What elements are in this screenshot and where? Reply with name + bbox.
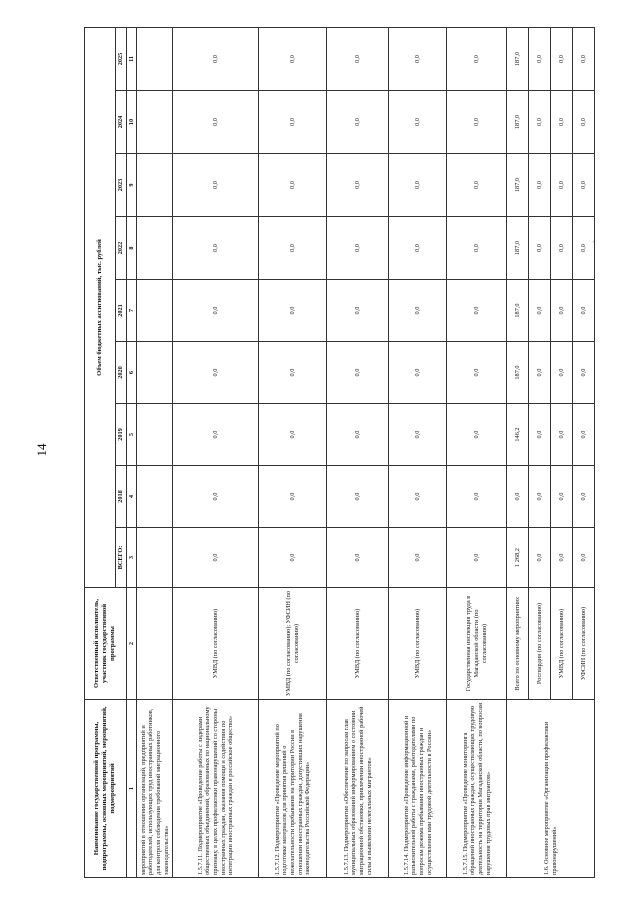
row-name: мероприятий в отношении организаций, предприятий и работодателей, использующих труд иностранных работников, для контроля соблюдения требований миграционного законодательства» — [137, 700, 173, 878]
subrow-value: 187,0 — [507, 91, 529, 154]
row-value — [137, 217, 173, 280]
table-row — [173, 28, 259, 878]
subrow-value: 0,0 — [529, 28, 551, 91]
subrow-value: 187,0 — [507, 154, 529, 217]
subrow-value: 0,0 — [573, 280, 595, 342]
row-name: 1.5.7.14. Подмероприятие «Проведение информационной и разъяснительной работы с гражданами, работодателями по вопросам режима пребывания иностранных граждан и осуществления ими трудовой деятельности в России» — [389, 700, 447, 878]
subrow-value: 187,0 — [507, 342, 529, 404]
group-name: 1.6. Основное мероприятие «Организация профилактики правонарушений» — [507, 700, 595, 878]
row-value: 0,0 — [447, 91, 507, 154]
subrow-value: 0,0 — [573, 91, 595, 154]
row-value — [137, 28, 173, 91]
row-value: 0,0 — [447, 466, 507, 528]
row-name: 1.5.7.11. Подмероприятие «Проведение работы с лидерами общественных объединений, образованных по национальному признаку, в целях профилактики правонарушений со стороны иностранных граждан, оказания помощи и содействия по интеграции иностранных граждан в российское общество» — [173, 700, 259, 878]
row-value: 0,0 — [173, 280, 259, 342]
table-row — [389, 28, 447, 878]
row-value: 0,0 — [389, 154, 447, 217]
row-value: 0,0 — [327, 404, 389, 466]
subrow-value: 0,0 — [529, 280, 551, 342]
subrow-value: 0,0 — [529, 91, 551, 154]
subrow-value: 146,2 — [507, 404, 529, 466]
header-year: 2023 — [116, 154, 127, 217]
row-value: 0,0 — [259, 154, 327, 217]
row-value: 0,0 — [173, 154, 259, 217]
row-name: 1.5.7.15. Подмероприятие «Проведение мониторинга обращений иностранных граждан, осуществляющих трудовую деятельность на территории Магаданской области, по вопросам нарушения трудовых прав мигрантов» — [447, 700, 507, 878]
subrow-executor: УМВД (по согласованию) — [551, 588, 573, 700]
row-value: 0,0 — [327, 466, 389, 528]
row-value: 0,0 — [173, 217, 259, 280]
row-total: 0,0 — [327, 528, 389, 588]
header-year: 2020 — [116, 342, 127, 404]
col-number: 1 — [126, 700, 137, 878]
row-value: 0,0 — [173, 342, 259, 404]
row-executor: УМВД (по согласованию) — [389, 588, 447, 700]
col-number: 11 — [126, 28, 137, 91]
row-value: 0,0 — [447, 342, 507, 404]
header-total: ВСЕГО: — [116, 528, 127, 588]
subrow-value: 0,0 — [573, 404, 595, 466]
subrow-value: 0,0 — [529, 466, 551, 528]
row-value: 0,0 — [389, 404, 447, 466]
row-value: 0,0 — [259, 217, 327, 280]
subrow-value: 0,0 — [573, 28, 595, 91]
subrow-total: 0,0 — [529, 528, 551, 588]
rotated-document — [84, 28, 588, 878]
table-row — [327, 28, 389, 878]
subrow-value: 0,0 — [529, 342, 551, 404]
subrow-value: 0,0 — [529, 217, 551, 280]
scan-speck: · — [592, 238, 595, 247]
row-total — [137, 528, 173, 588]
subrow-value: 0,0 — [551, 466, 573, 528]
subrow-value: 0,0 — [573, 154, 595, 217]
row-executor: УМВД (по согласованию) — [327, 588, 389, 700]
row-value: 0,0 — [259, 342, 327, 404]
col-number: 10 — [126, 91, 137, 154]
row-value: 0,0 — [447, 217, 507, 280]
row-value: 0,0 — [389, 217, 447, 280]
row-name: 1.5.7.12. Подмероприятие «Проведение мероприятий по подготовке материалов для принятия решений о нежелательности пребывания на территории России в отношении иностранных граждан, допустивших нарушения законодательства Российской Федерации» — [259, 700, 327, 878]
row-value: 0,0 — [447, 28, 507, 91]
col-number: 8 — [126, 217, 137, 280]
header-year: 2018 — [116, 466, 127, 528]
row-value: 0,0 — [327, 91, 389, 154]
table-row — [259, 28, 327, 878]
row-executor — [137, 588, 173, 700]
row-name: 1.5.7.13. Подмероприятие «Обеспечение по запросам глав муниципальных образований информированием о состоянии миграционной обстановки, привлечении иностранной рабочей силы и выявлении нелегальных мигрантов» — [327, 700, 389, 878]
subrow-value: 0,0 — [551, 280, 573, 342]
table-row — [447, 28, 507, 878]
row-value — [137, 342, 173, 404]
row-value: 0,0 — [447, 154, 507, 217]
header-executor: Ответственный исполнитель, участник государственной программы — [85, 588, 127, 700]
subrow-total: 1 268,2 — [507, 528, 529, 588]
subrow-value: 0,0 — [573, 217, 595, 280]
subrow-value: 0,0 — [551, 91, 573, 154]
row-value: 0,0 — [259, 466, 327, 528]
subrow-value: 0,0 — [551, 217, 573, 280]
subrow-total: 0,0 — [573, 528, 595, 588]
row-value: 0,0 — [447, 404, 507, 466]
row-value: 0,0 — [173, 466, 259, 528]
row-value — [137, 466, 173, 528]
subrow-executor: УФСИН (по согласованию) — [573, 588, 595, 700]
row-value: 0,0 — [259, 404, 327, 466]
col-number: 4 — [126, 466, 137, 528]
group-subrow — [507, 28, 529, 878]
row-value: 0,0 — [173, 91, 259, 154]
header-budget: Объем бюджетных ассигнований, тыс. рублей — [85, 28, 116, 588]
subrow-value: 0,0 — [573, 342, 595, 404]
row-total: 0,0 — [389, 528, 447, 588]
row-value: 0,0 — [327, 280, 389, 342]
col-number: 2 — [126, 588, 137, 700]
subrow-total: 0,0 — [551, 528, 573, 588]
row-value: 0,0 — [389, 466, 447, 528]
subrow-value: 0,0 — [551, 154, 573, 217]
header-year: 2019 — [116, 404, 127, 466]
col-number: 3 — [126, 528, 137, 588]
row-value — [137, 154, 173, 217]
row-value: 0,0 — [327, 217, 389, 280]
row-total: 0,0 — [447, 528, 507, 588]
subrow-executor: Росгвардия (по согласованию) — [529, 588, 551, 700]
row-value: 0,0 — [389, 28, 447, 91]
row-value: 0,0 — [389, 280, 447, 342]
col-number: 5 — [126, 404, 137, 466]
header-year: 2025 — [116, 28, 127, 91]
row-value — [137, 404, 173, 466]
col-number: 7 — [126, 280, 137, 342]
row-value: 0,0 — [173, 404, 259, 466]
row-executor: УМВД (по согласованию) — [173, 588, 259, 700]
row-value: 0,0 — [327, 28, 389, 91]
row-value: 0,0 — [173, 28, 259, 91]
subrow-value: 0,0 — [507, 466, 529, 528]
subrow-value: 0,0 — [529, 404, 551, 466]
row-value — [137, 280, 173, 342]
subrow-executor: Всего по основному мероприятию: — [507, 588, 529, 700]
row-value — [137, 91, 173, 154]
header-name: Наименование государственной программы, подпрограммы, основных мероприятий, мероприятий, подмероприятий — [85, 700, 127, 878]
row-value: 0,0 — [389, 342, 447, 404]
subrow-value: 0,0 — [573, 466, 595, 528]
col-number: 9 — [126, 154, 137, 217]
subrow-value: 0,0 — [551, 28, 573, 91]
budget-table — [84, 27, 595, 878]
header-year: 2022 — [116, 217, 127, 280]
row-value: 0,0 — [389, 91, 447, 154]
row-value: 0,0 — [259, 280, 327, 342]
row-executor: УМВД (по согласованию); УФСИН (по согласованию) — [259, 588, 327, 700]
subrow-value: 0,0 — [551, 404, 573, 466]
subrow-value: 0,0 — [551, 342, 573, 404]
row-executor: Государственная инспекция труда в Магаданской области (по согласованию) — [447, 588, 507, 700]
subrow-value: 187,0 — [507, 217, 529, 280]
header-row-numbers — [126, 28, 137, 878]
row-value: 0,0 — [327, 342, 389, 404]
table-row — [137, 28, 173, 878]
subrow-value: 187,0 — [507, 280, 529, 342]
header-row-1 — [85, 28, 116, 878]
page-number-text: 14 — [34, 443, 49, 457]
row-value: 0,0 — [259, 91, 327, 154]
subrow-value: 187,0 — [507, 28, 529, 91]
col-number: 6 — [126, 342, 137, 404]
row-value: 0,0 — [327, 154, 389, 217]
header-year: 2024 — [116, 91, 127, 154]
row-value: 0,0 — [447, 280, 507, 342]
row-total: 0,0 — [173, 528, 259, 588]
row-value: 0,0 — [259, 28, 327, 91]
header-year: 2021 — [116, 280, 127, 342]
row-total: 0,0 — [259, 528, 327, 588]
subrow-value: 0,0 — [529, 154, 551, 217]
